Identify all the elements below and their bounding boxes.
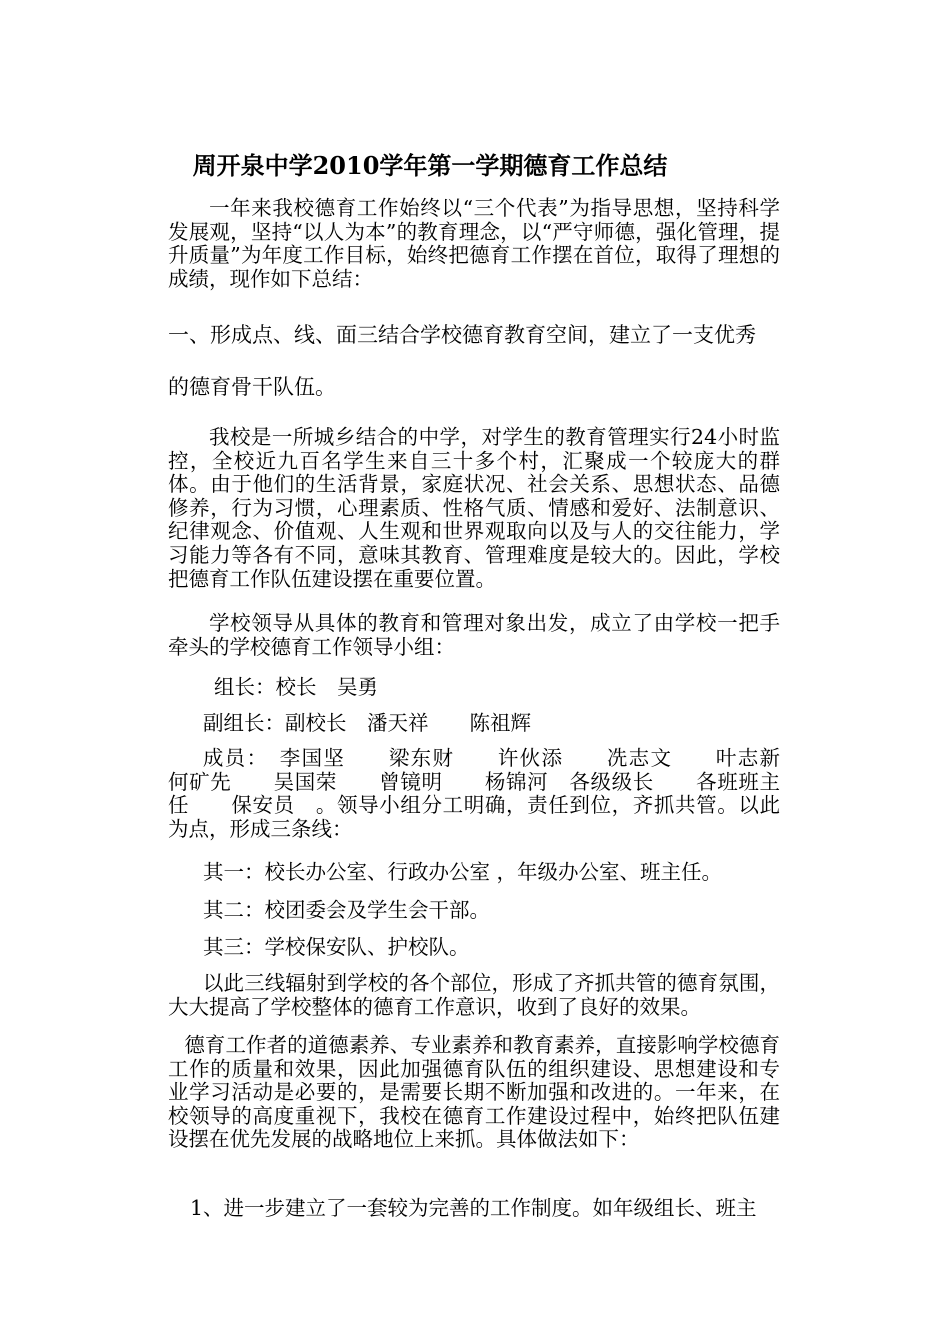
vice-leader-line: 副组长：副校长 潘天祥 陈祖辉 [203,711,531,735]
school-paragraph: 我校是一所城乡结合的中学，对学生的教育管理实行24小时监控，全校近九百名学生来自三十多个村，汇聚成一个较庞大的群体。由于他们的生活背景，家庭状况、社会关系、思想状态、品德修养，行为习惯，心理素质、性格气质、情感和爱好、法制意识、纪律观念、价值观、人生观和世界观取向以及与人的交往能力，学习能力等各有不同，意味其教育、管理难度是较大的。因此，学校把德育工作队伍建设摆在重要位置。 [168,425,780,591]
leaders-paragraph: 学校领导从具体的教育和管理对象出发，成立了由学校一把手牵头的学校德育工作领导小组： [168,611,780,659]
item-1-line: 1、进一步建立了一套较为完善的工作制度。如年级组长、班主 [190,1196,757,1220]
workers-paragraph: 德育工作者的道德素养、专业素养和教育素养，直接影响学校德育工作的质量和效果，因此加强德育队伍的组织建设、思想建设和专业学习活动是必要的，是需要长期不断加强和改进的。一年来，在校领导的高度重视下，我校在德育工作建设过程中，始终把队伍建设摆在优先发展的战略地位上来抓。具体做法如下： [168,1033,780,1152]
line-two: 其二：校团委会及学生会干部。 [203,898,490,922]
document-title: 周开泉中学2010学年第一学期德育工作总结 [192,151,668,180]
line-one: 其一：校长办公室、行政办公室 ，年级办公室、班主任。 [203,860,723,884]
intro-paragraph: 一年来我校德育工作始终以“三个代表”为指导思想，坚持科学发展观，坚持“以人为本”的教育理念，以“严守师德，强化管理，提升质量”为年度工作目标，始终把德育工作摆在首位，取得了理想的成绩，现作如下总结： [168,196,780,291]
section-heading-line-1: 一、形成点、线、面三结合学校德育教育空间，建立了一支优秀 [168,323,756,347]
leader-line: 组长：校长 吴勇 [214,675,378,699]
line-three: 其三：学校保安队、护校队。 [203,935,470,959]
section-heading-line-2: 的德育骨干队伍。 [168,375,336,399]
three-lines-paragraph: 以此三线辐射到学校的各个部位，形成了齐抓共管的德育氛围，大大提高了学校整体的德育工作意识，收到了良好的效果。 [168,971,780,1019]
members-paragraph: 成员： 李国坚 梁东财 许伙添 冼志文 叶志新 何矿先 吴国荣 曾镜明 杨锦河 各级级长 各班班主任 保安员 。领导小组分工明确，责任到位，齐抓共管。以此为点，形成三条线： [168,746,801,841]
